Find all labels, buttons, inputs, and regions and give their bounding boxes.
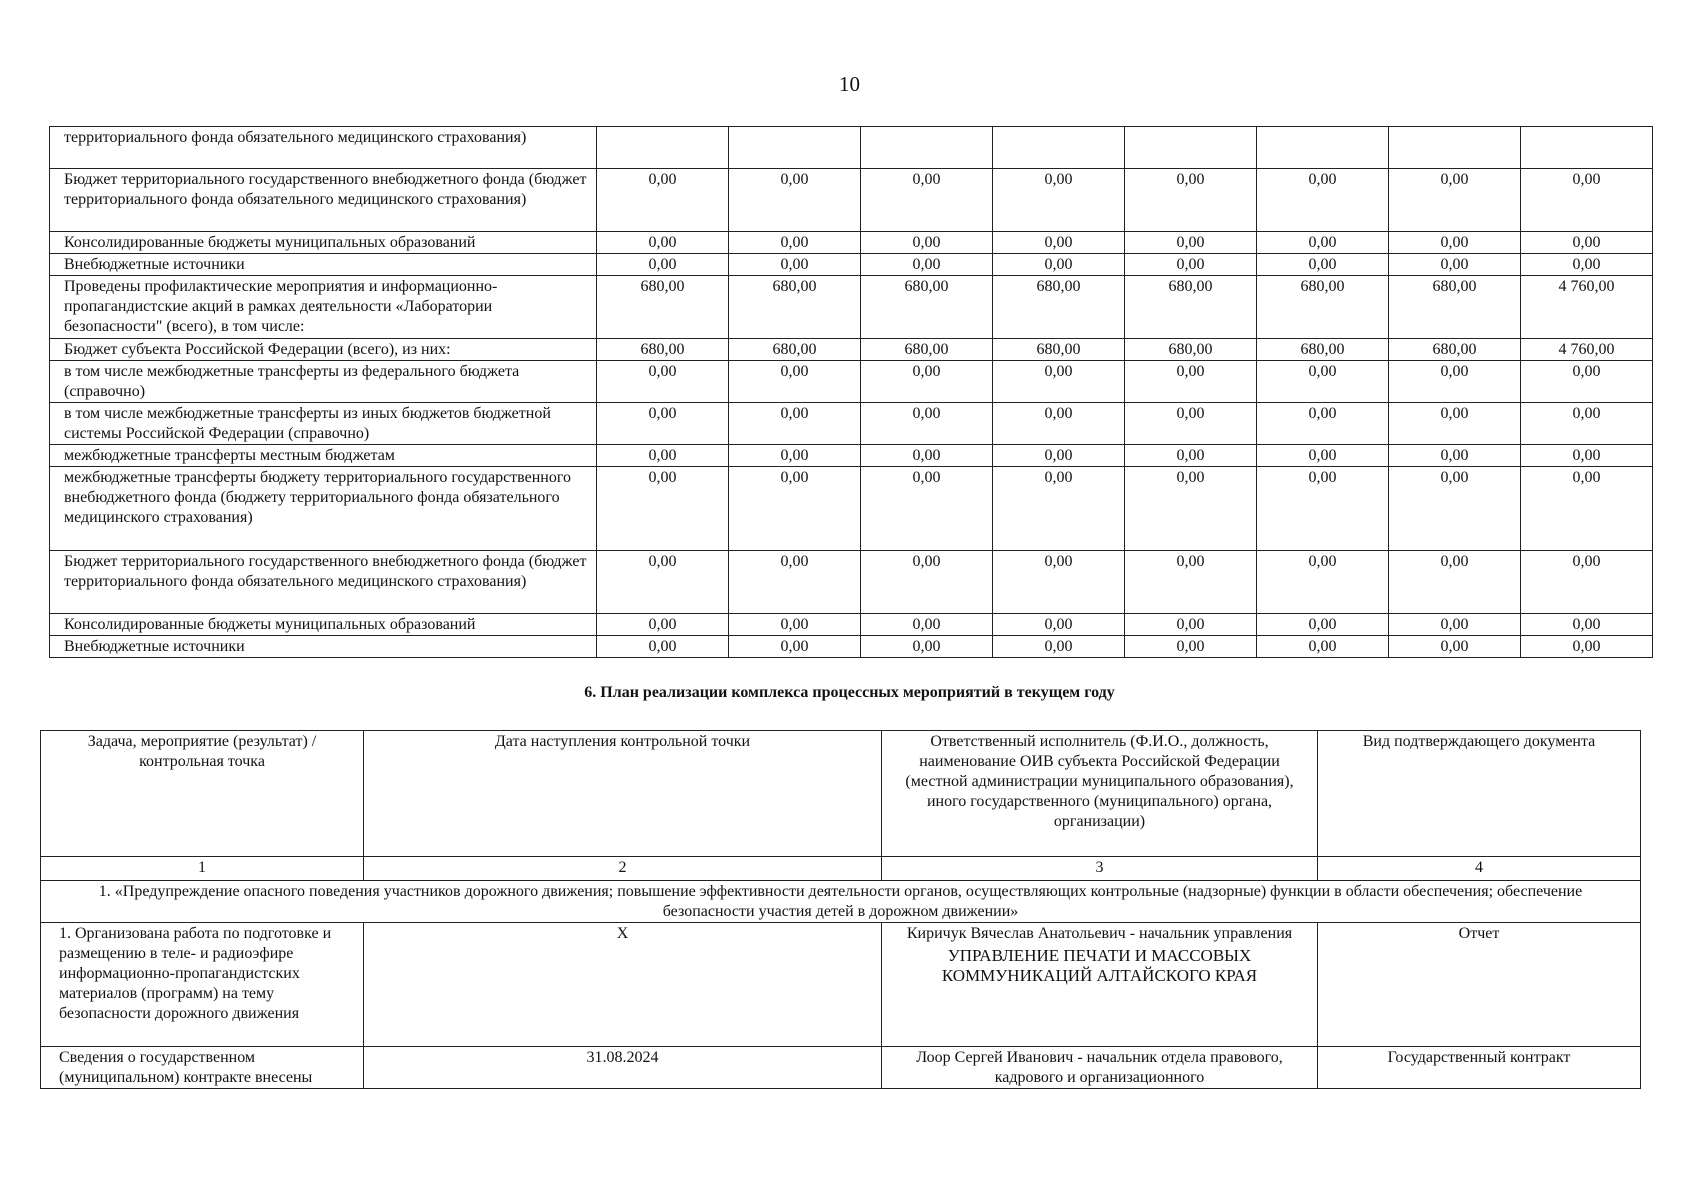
- finance-value: 0,00: [597, 169, 729, 232]
- finance-value: 680,00: [1389, 339, 1521, 361]
- plan-table: [40, 730, 1641, 1089]
- finance-row: [50, 254, 1653, 276]
- finance-value: 0,00: [1389, 614, 1521, 636]
- finance-row-label: в том числе межбюджетные трансферты из федерального бюджета (справочно): [50, 361, 597, 403]
- column-number: 4: [1318, 857, 1641, 881]
- responsible-person: Киричук Вячеслав Анатольевич - начальник управления: [906, 925, 1293, 942]
- finance-value: 0,00: [861, 232, 993, 254]
- finance-value: 0,00: [597, 636, 729, 658]
- finance-row: [50, 467, 1653, 551]
- finance-value: [993, 127, 1125, 169]
- finance-row-label: Бюджет субъекта Российской Федерации (всего), из них:: [50, 339, 597, 361]
- finance-row: [50, 403, 1653, 445]
- finance-value: [1125, 127, 1257, 169]
- finance-table-body: [50, 127, 1653, 658]
- finance-row-label: Проведены профилактические мероприятия и информационно-пропагандистские акций в рамках деятельности «Лаборатории безопасности" (всего), в том числе:: [50, 276, 597, 339]
- finance-value: 0,00: [1257, 551, 1389, 614]
- finance-value: 0,00: [993, 232, 1125, 254]
- finance-value: 680,00: [729, 276, 861, 339]
- finance-value: 0,00: [1389, 232, 1521, 254]
- finance-value: 0,00: [1389, 169, 1521, 232]
- plan-document: Отчет: [1318, 923, 1641, 1047]
- finance-row-label: Бюджет территориального государственного внебюджетного фонда (бюджет территориального фонда обязательного медицинского страхования): [50, 169, 597, 232]
- finance-table: [49, 126, 1653, 658]
- finance-value: 0,00: [1125, 254, 1257, 276]
- finance-value: 0,00: [1521, 169, 1653, 232]
- finance-value: 0,00: [1521, 614, 1653, 636]
- finance-value: 0,00: [729, 361, 861, 403]
- finance-value: 0,00: [1125, 232, 1257, 254]
- finance-value: 0,00: [1125, 551, 1257, 614]
- finance-row-label: Консолидированные бюджеты муниципальных образований: [50, 232, 597, 254]
- finance-value: 0,00: [1389, 551, 1521, 614]
- finance-value: 0,00: [597, 232, 729, 254]
- finance-value: 680,00: [1389, 276, 1521, 339]
- finance-value: 0,00: [993, 403, 1125, 445]
- finance-row-label: территориального фонда обязательного медицинского страхования): [50, 127, 597, 169]
- finance-row-label: в том числе межбюджетные трансферты из иных бюджетов бюджетной системы Российской Федерации (справочно): [50, 403, 597, 445]
- finance-value: 0,00: [1389, 254, 1521, 276]
- finance-row-label: Внебюджетные источники: [50, 254, 597, 276]
- finance-value: 0,00: [993, 636, 1125, 658]
- finance-value: 0,00: [993, 551, 1125, 614]
- finance-row: [50, 339, 1653, 361]
- finance-row: [50, 614, 1653, 636]
- finance-value: 0,00: [1257, 232, 1389, 254]
- finance-value: 0,00: [993, 169, 1125, 232]
- finance-value: [1521, 127, 1653, 169]
- finance-value: 0,00: [993, 445, 1125, 467]
- finance-value: 0,00: [993, 254, 1125, 276]
- finance-value: 0,00: [1257, 445, 1389, 467]
- finance-value: 0,00: [993, 467, 1125, 551]
- finance-value: 680,00: [597, 339, 729, 361]
- finance-value: 0,00: [1257, 403, 1389, 445]
- plan-column-numbers: [41, 857, 1641, 881]
- finance-value: 0,00: [861, 403, 993, 445]
- finance-row: [50, 551, 1653, 614]
- finance-row: [50, 636, 1653, 658]
- finance-value: [1389, 127, 1521, 169]
- finance-value: 0,00: [597, 614, 729, 636]
- finance-value: 0,00: [597, 254, 729, 276]
- finance-value: 0,00: [1125, 445, 1257, 467]
- plan-responsible: Лоор Сергей Иванович - начальник отдела правового, кадрового и организационного: [882, 1047, 1318, 1089]
- finance-value: 0,00: [1521, 254, 1653, 276]
- finance-value: 0,00: [597, 467, 729, 551]
- finance-value: [1257, 127, 1389, 169]
- finance-value: 0,00: [1389, 361, 1521, 403]
- header-date: Дата наступления контрольной точки: [364, 731, 882, 857]
- finance-value: 0,00: [597, 361, 729, 403]
- finance-value: 680,00: [1257, 276, 1389, 339]
- finance-value: 0,00: [1389, 636, 1521, 658]
- finance-value: 0,00: [729, 636, 861, 658]
- finance-value: 0,00: [597, 551, 729, 614]
- finance-value: 0,00: [861, 636, 993, 658]
- finance-value: 0,00: [1257, 467, 1389, 551]
- finance-value: 680,00: [597, 276, 729, 339]
- finance-value: 0,00: [993, 614, 1125, 636]
- plan-responsible: [882, 923, 1318, 1047]
- finance-row-label: Бюджет территориального государственного внебюджетного фонда (бюджет территориального фонда обязательного медицинского страхования): [50, 551, 597, 614]
- finance-row: [50, 232, 1653, 254]
- plan-row: [41, 1047, 1641, 1089]
- finance-row-label: Внебюджетные источники: [50, 636, 597, 658]
- plan-item: 1. Организована работа по подготовке и размещению в теле- и радиоэфире информационно-пропагандистских материалов (программ) на тему безопасности дорожного движения: [41, 923, 364, 1047]
- finance-value: 680,00: [993, 276, 1125, 339]
- finance-value: 0,00: [1521, 551, 1653, 614]
- plan-date: 31.08.2024: [364, 1047, 882, 1089]
- finance-row: [50, 361, 1653, 403]
- header-task: Задача, мероприятие (результат) / контрольная точка: [41, 731, 364, 857]
- finance-value: 0,00: [729, 169, 861, 232]
- section-title: 6. План реализации комплекса процессных мероприятий в текущем году: [584, 684, 1115, 701]
- finance-value: 0,00: [1257, 169, 1389, 232]
- plan-row: [41, 923, 1641, 1047]
- finance-value: 0,00: [861, 361, 993, 403]
- finance-value: 0,00: [861, 467, 993, 551]
- finance-value: 0,00: [1125, 169, 1257, 232]
- finance-value: 0,00: [1125, 403, 1257, 445]
- column-number: 1: [41, 857, 364, 881]
- finance-row-label: межбюджетные трансферты бюджету территориального государственного внебюджетного фонда (бюджету территориального фонда обязательного медицинского страхования): [50, 467, 597, 551]
- plan-date: X: [364, 923, 882, 1047]
- finance-row: [50, 276, 1653, 339]
- finance-value: 0,00: [861, 551, 993, 614]
- column-number: 2: [364, 857, 882, 881]
- column-number: 3: [882, 857, 1318, 881]
- header-responsible: Ответственный исполнитель (Ф.И.О., должность, наименование ОИВ субъекта Российской Федерации (местной администрации муниципального образования), иного государственного (муниципального) органа, организации): [882, 731, 1318, 857]
- finance-value: 0,00: [597, 403, 729, 445]
- finance-value: 0,00: [993, 361, 1125, 403]
- finance-value: 680,00: [993, 339, 1125, 361]
- plan-document: Государственный контракт: [1318, 1047, 1641, 1089]
- finance-value: 0,00: [1125, 467, 1257, 551]
- page-number: 10: [839, 72, 860, 96]
- finance-value: 0,00: [1521, 232, 1653, 254]
- task-title: 1. «Предупреждение опасного поведения участников дорожного движения; повышение эффективности деятельности органов, осуществляющих контрольные (надзорные) функции в области обеспечения; обеспечение безопасности участия детей в дорожном движении»: [41, 881, 1641, 923]
- finance-value: 0,00: [729, 445, 861, 467]
- finance-value: 0,00: [729, 403, 861, 445]
- finance-value: 0,00: [597, 445, 729, 467]
- finance-value: 0,00: [729, 614, 861, 636]
- plan-header-row: [41, 731, 1641, 857]
- finance-value: 0,00: [1125, 614, 1257, 636]
- finance-row: [50, 127, 1653, 169]
- finance-value: 0,00: [1257, 636, 1389, 658]
- finance-value: 0,00: [729, 232, 861, 254]
- finance-value: 0,00: [1521, 445, 1653, 467]
- finance-value: 0,00: [1521, 403, 1653, 445]
- finance-value: [597, 127, 729, 169]
- finance-value: 0,00: [861, 445, 993, 467]
- plan-task-row: [41, 881, 1641, 923]
- finance-value: 0,00: [1257, 254, 1389, 276]
- finance-value: 680,00: [861, 276, 993, 339]
- finance-value: 0,00: [1257, 361, 1389, 403]
- finance-value: 4 760,00: [1521, 276, 1653, 339]
- finance-row: [50, 169, 1653, 232]
- finance-value: 0,00: [1521, 467, 1653, 551]
- finance-value: 0,00: [1389, 403, 1521, 445]
- finance-row-label: Консолидированные бюджеты муниципальных образований: [50, 614, 597, 636]
- finance-value: 680,00: [861, 339, 993, 361]
- finance-value: 0,00: [861, 254, 993, 276]
- header-document: Вид подтверждающего документа: [1318, 731, 1641, 857]
- finance-value: 0,00: [1257, 614, 1389, 636]
- finance-value: 0,00: [1125, 636, 1257, 658]
- finance-value: 0,00: [861, 614, 993, 636]
- finance-value: [729, 127, 861, 169]
- finance-value: 0,00: [729, 551, 861, 614]
- plan-item: Сведения о государственном (муниципальном) контракте внесены: [41, 1047, 364, 1089]
- finance-value: [861, 127, 993, 169]
- finance-value: 0,00: [1521, 361, 1653, 403]
- responsible-org: УПРАВЛЕНИЕ ПЕЧАТИ И МАССОВЫХ КОММУНИКАЦИЙ АЛТАЙСКОГО КРАЯ: [941, 946, 1258, 985]
- finance-value: 0,00: [1389, 467, 1521, 551]
- finance-value: 0,00: [861, 169, 993, 232]
- finance-value: 0,00: [1521, 636, 1653, 658]
- finance-value: 680,00: [1125, 276, 1257, 339]
- finance-row-label: межбюджетные трансферты местным бюджетам: [50, 445, 597, 467]
- finance-value: 0,00: [1389, 445, 1521, 467]
- finance-value: 0,00: [729, 254, 861, 276]
- finance-row: [50, 445, 1653, 467]
- finance-value: 0,00: [729, 467, 861, 551]
- finance-value: 0,00: [1125, 361, 1257, 403]
- finance-value: 680,00: [729, 339, 861, 361]
- finance-value: 680,00: [1257, 339, 1389, 361]
- finance-value: 680,00: [1125, 339, 1257, 361]
- finance-value: 4 760,00: [1521, 339, 1653, 361]
